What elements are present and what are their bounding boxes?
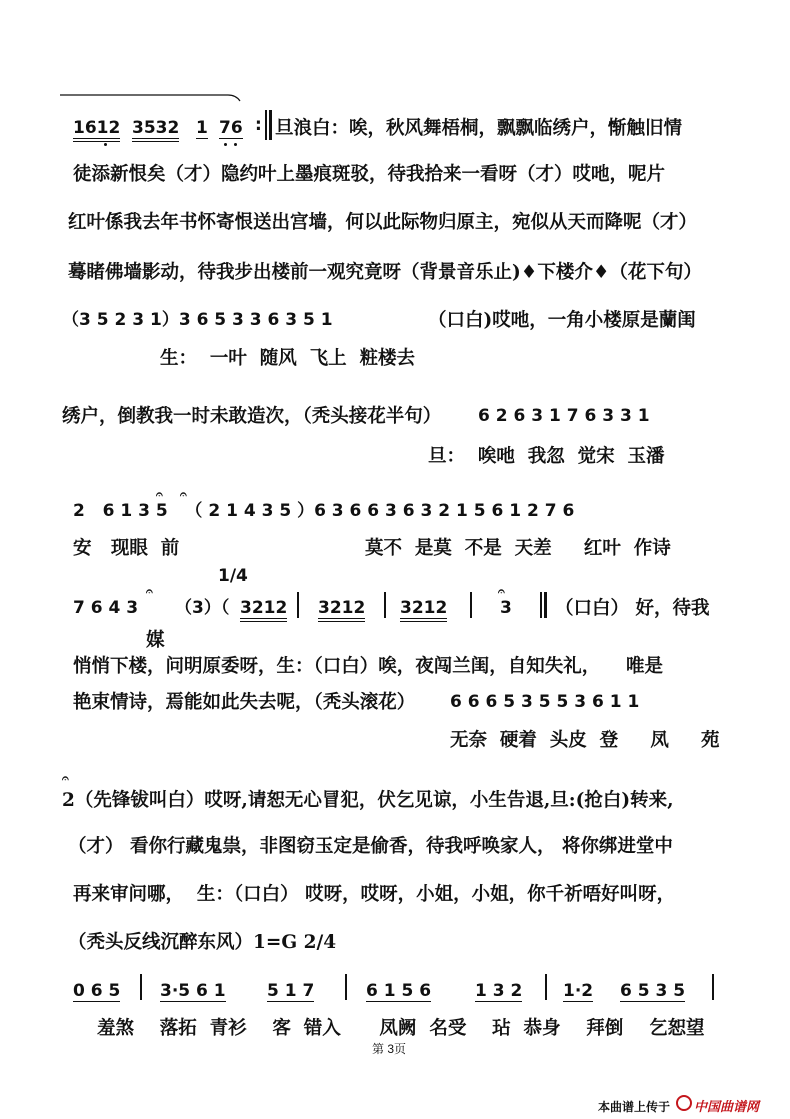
lyric-line: 绣户，倒教我一时未敢造次，（秃头接花半句） [62, 406, 442, 427]
notation-group: 3212 [318, 598, 365, 622]
notation-group: 6 2 6 3 1 7 6 3 3 1 [478, 406, 650, 426]
bar-line [297, 592, 299, 618]
low-octave-dot [104, 143, 107, 146]
notation-group: 3532 [132, 118, 179, 142]
lyric-line: （才） 看你行藏鬼祟，非图窃玉定是偷香，待我呼唤家人， 将你绑进堂中 [68, 836, 673, 857]
measure-notes: 5 1 7 [267, 981, 315, 1001]
measure-notes: 1·2 [563, 981, 594, 1001]
notation-group: 6 6 6 5 3 5 5 3 6 1 1 [450, 692, 640, 712]
lyric-line: 艳束情诗，焉能如此失去呢，（秃头滚花） [73, 692, 416, 713]
footer-logo: 中国曲谱网 [694, 1099, 760, 1114]
notation-group: （3 5 2 3 1）3 6 5 3 3 6 3 5 1 [62, 310, 333, 330]
lyric-line: 悄悄下楼，问明原委呀，生：（口白）唉，夜闯兰闺，自知失礼， 唯是 [73, 656, 664, 677]
lyric-line: 蓦睹佛墙影动，待我步出楼前一观究竟呀（背景音乐止)♦下楼介♦（花下句） [68, 262, 702, 283]
fermata: 𝄐 [62, 771, 69, 785]
low-octave-dot [224, 143, 227, 146]
lyric-line: （口白)哎吔，一角小楼原是蘭闺 [428, 310, 696, 331]
time-signature: 1/4 [218, 566, 248, 586]
bar-line [470, 592, 472, 618]
measure-notes: 1 3 2 [475, 981, 523, 1001]
notation-group: 7 6 4 3 [73, 598, 139, 618]
lyric-under-notes: 旦： 唉吔 我忽 觉宋 玉潘 [428, 446, 665, 467]
notation-group: 1 [196, 118, 208, 138]
measure-notes: 0 6 5 [73, 981, 121, 1001]
fermata: 𝄐 [498, 584, 505, 598]
lyric-under-notes: 莫不 是莫 不是 天差 红叶 作诗 [365, 538, 671, 559]
notation-group: 1612 [73, 118, 120, 142]
lyric-line: 再来审问哪， 生：（口白） 哎呀，哎呀，小姐，小姐，你千祈唔好叫呀， [73, 884, 676, 905]
measure-notes: 3·5 6 1 [160, 981, 226, 1001]
low-octave-dot [234, 143, 237, 146]
bar-line [545, 974, 547, 1000]
fermata: 𝄐 [180, 487, 187, 501]
fermata: 𝄐 [146, 584, 153, 598]
bar-line-thick [544, 592, 547, 618]
lyric-under-notes: 安 现眼 前 [73, 538, 180, 559]
bar-line [712, 974, 714, 1000]
footer-text: 本曲谱上传于 [598, 1100, 671, 1114]
notation-group: 3 [500, 598, 512, 618]
lyric-line: 旦浪白：唉，秋风舞梧桐，飘飘临绣户，惭触旧情 [275, 118, 683, 139]
tie-line [0, 0, 790, 120]
lyric-line: 2（先锋钹叫白）哎呀,请恕无心冒犯，伏乞见谅，小生告退,旦:(抢白)转来, [62, 790, 674, 811]
notation-group: 3212 [400, 598, 447, 622]
lyric-under-notes: 羞煞 落拓 青衫 客 错入 凤阙 名受 玷 恭身 拜倒 乞恕望 [97, 1018, 705, 1039]
bar-line [265, 110, 267, 140]
notation-group: 76 [219, 118, 243, 138]
lyric-under-notes: 无奈 硬着 头皮 登 凤 苑 [450, 730, 720, 751]
bar-line [384, 592, 386, 618]
bar-line [140, 974, 142, 1000]
measure-notes: 6 1 5 6 [366, 981, 432, 1001]
notation-group: （3）（ [175, 598, 230, 618]
lyric-line: （口白） 好，待我 [555, 598, 710, 619]
lyric-under-notes: 生： 一叶 随风 飞上 粧楼去 [160, 348, 416, 369]
notation-group: 2 6 1 3 5 （ 2 1 4 3 5 ）6 3 6 6 3 6 3 2 1 5 6 1 2 7 6 [73, 501, 575, 521]
bar-line [345, 974, 347, 1000]
page-number: 第 3页 [372, 1042, 407, 1056]
notation-group: 3212 [240, 598, 287, 622]
bar-line [540, 592, 542, 618]
fermata: 𝄐 [156, 487, 163, 501]
measure-notes: 6 5 3 5 [620, 981, 686, 1001]
logo-icon [676, 1095, 692, 1111]
bar-line-thick [269, 110, 272, 140]
lyric-under-notes: 媒 [146, 630, 165, 651]
lyric-line: 红叶係我去年书怀寄恨送出宫墙，何以此际物归原主，宛似从天而降呢（才） [68, 212, 698, 233]
lyric-line: 徒添新恨矣（才）隐约叶上墨痕斑驳，待我拾来一看呀（才）哎吔，呢片 [73, 164, 666, 185]
repeat-dots: : [255, 115, 262, 135]
lyric-line: （秃头反线沉醉东风）1=G 2/4 [68, 932, 337, 953]
